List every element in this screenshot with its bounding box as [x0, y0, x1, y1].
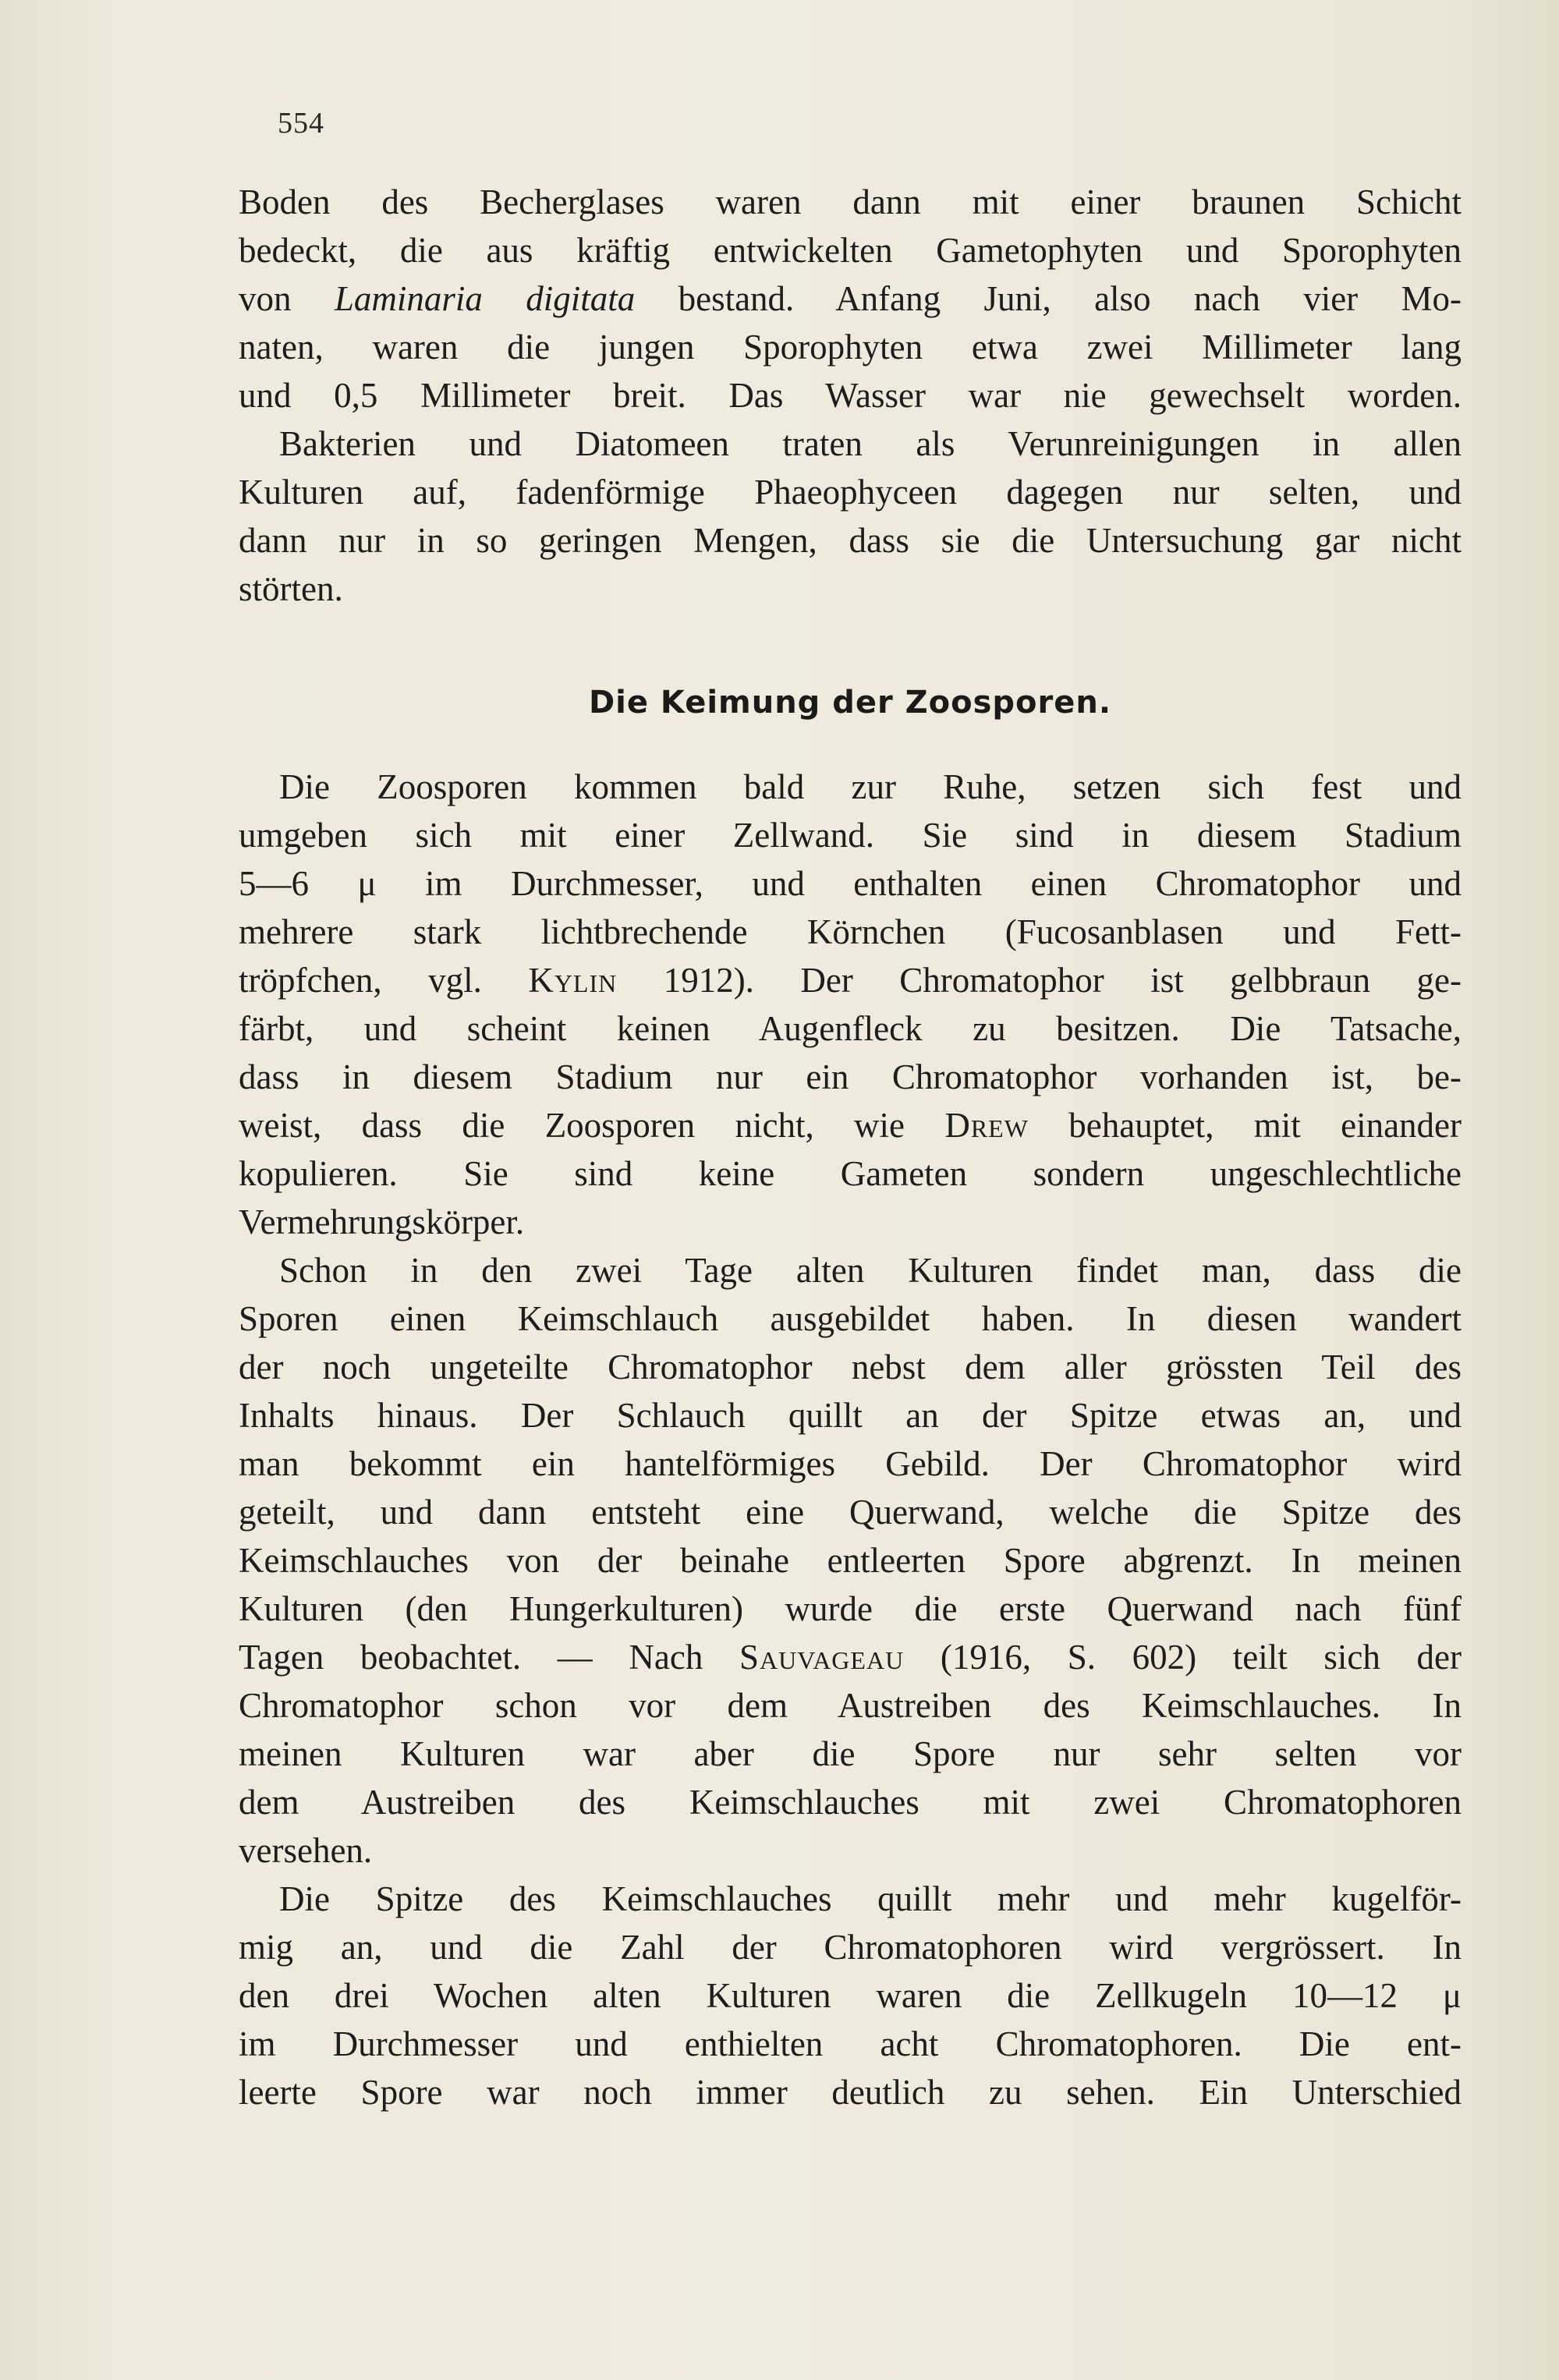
- author-name: Drew: [944, 1106, 1029, 1145]
- italic-text: Laminaria digitata: [334, 279, 636, 318]
- text-run: bedeckt, die aus kräftig entwickelten Gametophyten und Sporophyten: [239, 231, 1462, 270]
- text-run: umgeben sich mit einer Zellwand. Sie sind in diesem Stadium: [239, 816, 1462, 855]
- paragraph-block-main: [239, 763, 1462, 2116]
- text-line: [239, 1198, 1462, 1246]
- text-run: dass in diesem Stadium nur ein Chromatophor vorhanden ist, be-: [239, 1057, 1462, 1096]
- text-line: [239, 274, 1462, 323]
- text-line: [239, 1536, 1462, 1585]
- text-run: meinen Kulturen war aber die Spore nur sehr selten vor: [239, 1734, 1462, 1773]
- text-line: [239, 1246, 1462, 1294]
- text-run: mig an, und die Zahl der Chromatophoren wird vergrössert. In: [239, 1928, 1462, 1967]
- text-run: Schon in den zwei Tage alten Kulturen findet man, dass die: [279, 1251, 1462, 1290]
- text-line: [239, 1294, 1462, 1343]
- text-run: und 0,5 Millimeter breit. Das Wasser war nie gewechselt worden.: [239, 376, 1462, 415]
- section-heading: Die Keimung der Zoosporen.: [588, 685, 1112, 721]
- text-line: [239, 1923, 1462, 1971]
- text-line: [239, 1971, 1462, 2020]
- page-number: 554: [278, 107, 324, 140]
- text-run: Vermehrungskörper.: [239, 1202, 525, 1241]
- text-run: färbt, und scheint keinen Augenfleck zu besitzen. Die Tatsache,: [239, 1009, 1462, 1048]
- text-run: bestand. Anfang Juni, also nach vier Mo-: [635, 279, 1462, 318]
- text-run: im Durchmesser und enthielten acht Chromatophoren. Die ent-: [239, 2024, 1462, 2063]
- text-line: [239, 565, 1462, 613]
- author-name: Sauvageau: [739, 1638, 905, 1677]
- text-run: kopulieren. Sie sind keine Gameten sondern ungeschlechtliche: [239, 1154, 1462, 1193]
- text-run: 5—6 μ im Durchmesser, und enthalten einen Chromatophor und: [239, 864, 1462, 903]
- text-run: tröpfchen, vgl.: [239, 961, 529, 1000]
- text-line: [239, 1875, 1462, 1923]
- text-line: [239, 1440, 1462, 1488]
- text-line: [239, 1101, 1462, 1149]
- text-run: störten.: [239, 569, 343, 608]
- text-line: [239, 1730, 1462, 1778]
- text-line: [239, 1149, 1462, 1198]
- text-run: mehrere stark lichtbrechende Körnchen (Fucosanblasen und Fett-: [239, 912, 1462, 951]
- text-line: [239, 1053, 1462, 1101]
- text-run: naten, waren die jungen Sporophyten etwa zwei Millimeter lang: [239, 328, 1462, 367]
- text-line: [239, 420, 1462, 468]
- text-line: [239, 1681, 1462, 1730]
- text-run: den drei Wochen alten Kulturen waren die Zellkugeln 10—12 μ: [239, 1976, 1462, 2015]
- text-run: weist, dass die Zoosporen nicht, wie: [239, 1106, 945, 1145]
- text-line: [239, 2068, 1462, 2116]
- text-run: Chromatophor schon vor dem Austreiben des Keimschlauches. In: [239, 1686, 1462, 1725]
- text-run: leerte Spore war noch immer deutlich zu sehen. Ein Unterschied: [239, 2073, 1462, 2112]
- text-run: der noch ungeteilte Chromatophor nebst dem aller grössten Teil des: [239, 1348, 1462, 1387]
- text-line: [239, 323, 1462, 371]
- text-run: von: [239, 279, 335, 318]
- text-run: geteilt, und dann entsteht eine Querwand, welche die Spitze des: [239, 1493, 1462, 1532]
- text-line: [239, 811, 1462, 859]
- text-line: [239, 908, 1462, 956]
- text-line: [239, 178, 1462, 226]
- text-line: [239, 516, 1462, 565]
- text-run: Die Zoosporen kommen bald zur Ruhe, setzen sich fest und: [279, 767, 1462, 806]
- text-run: Inhalts hinaus. Der Schlauch quillt an der Spitze etwas an, und: [239, 1396, 1462, 1435]
- text-line: [239, 371, 1462, 420]
- text-run: versehen.: [239, 1831, 373, 1870]
- text-line: [239, 956, 1462, 1004]
- text-run: (1916, S. 602) teilt sich der: [904, 1638, 1462, 1677]
- text-line: [239, 1343, 1462, 1391]
- text-line: [239, 226, 1462, 274]
- text-run: behauptet, mit einander: [1028, 1106, 1462, 1145]
- text-line: [239, 2020, 1462, 2068]
- text-line: [239, 1488, 1462, 1536]
- text-line: [239, 1004, 1462, 1053]
- text-line: [239, 1585, 1462, 1633]
- text-line: [239, 1778, 1462, 1826]
- text-run: Keimschlauches von der beinahe entleerten Spore abgrenzt. In meinen: [239, 1541, 1462, 1580]
- author-name: Kylin: [528, 961, 618, 1000]
- text-run: 1912). Der Chromatophor ist gelbbraun ge-: [617, 961, 1462, 1000]
- text-run: Die Spitze des Keimschlauches quillt mehr und mehr kugelför-: [279, 1879, 1462, 1918]
- text-line: [239, 468, 1462, 516]
- text-run: Sporen einen Keimschlauch ausgebildet haben. In diesen wandert: [239, 1299, 1462, 1338]
- paragraph-block-top: [239, 178, 1462, 613]
- text-run: Boden des Becherglases waren dann mit einer braunen Schicht: [239, 182, 1462, 221]
- text-line: [239, 859, 1462, 908]
- text-line: [239, 1633, 1462, 1681]
- text-line: [239, 763, 1462, 811]
- text-run: Bakterien und Diatomeen traten als Verunreinigungen in allen: [279, 424, 1462, 463]
- text-line: [239, 1391, 1462, 1440]
- text-run: Kulturen auf, fadenförmige Phaeophyceen dagegen nur selten, und: [239, 473, 1462, 512]
- text-run: dann nur in so geringen Mengen, dass sie die Untersuchung gar nicht: [239, 521, 1462, 560]
- text-run: Kulturen (den Hungerkulturen) wurde die erste Querwand nach fünf: [239, 1589, 1462, 1628]
- text-run: man bekommt ein hantelförmiges Gebild. Der Chromatophor wird: [239, 1444, 1462, 1483]
- text-line: [239, 1826, 1462, 1875]
- text-run: dem Austreiben des Keimschlauches mit zwei Chromatophoren: [239, 1783, 1462, 1822]
- text-run: Tagen beobachtet. — Nach: [239, 1638, 739, 1677]
